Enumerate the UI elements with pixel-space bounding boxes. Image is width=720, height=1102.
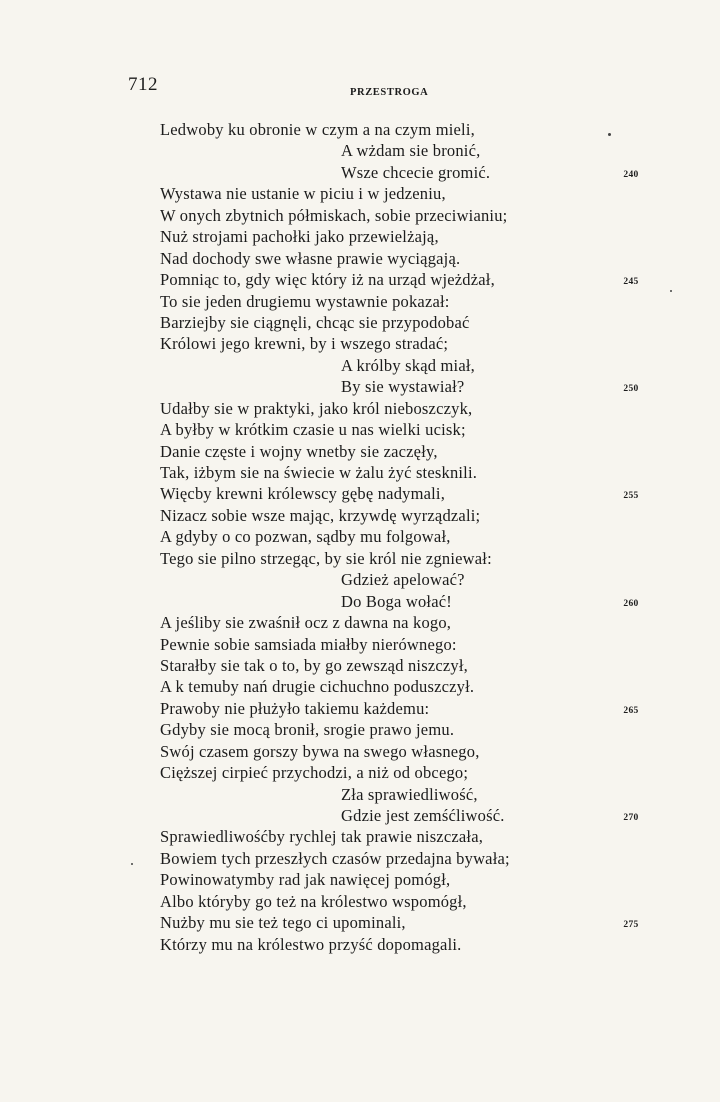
print-speck bbox=[670, 290, 672, 292]
poem-line bbox=[0, 398, 720, 419]
poem-line bbox=[0, 676, 720, 697]
poem-line bbox=[0, 140, 720, 161]
poem-line bbox=[0, 741, 720, 762]
poem-line-text: Powinowatymby rad jak nawięcej pomógł, bbox=[160, 870, 451, 890]
poem-line-text: Zła sprawiedliwość, bbox=[341, 784, 478, 804]
poem-line-text: Więcby krewni królewscy gębę nadymali, bbox=[160, 484, 446, 504]
poem-line bbox=[0, 355, 720, 376]
poem-line bbox=[0, 291, 720, 312]
poem-line bbox=[0, 805, 720, 826]
poem-line-text: Tak, iżbym sie na świecie w żalu żyć stesknili. bbox=[160, 463, 478, 482]
poem-line bbox=[0, 612, 720, 633]
line-number: 275 bbox=[623, 920, 639, 931]
poem-line bbox=[0, 376, 720, 397]
line-number: 270 bbox=[623, 813, 639, 823]
poem-line bbox=[0, 762, 720, 783]
poem-line bbox=[0, 655, 720, 676]
poem-line-text: Pewnie sobie samsiada miałby nierównego: bbox=[160, 634, 457, 654]
poem-line-text: Ledwoby ku obronie w czym a na czym mieli, bbox=[160, 120, 475, 139]
line-number: 250 bbox=[623, 384, 639, 395]
poem-line bbox=[0, 483, 720, 504]
poem-line-text: By sie wystawiał? bbox=[341, 377, 465, 397]
poem-line bbox=[0, 912, 720, 933]
line-number: 265 bbox=[623, 705, 639, 716]
poem-line-text: Tego sie pilno strzegąc, by sie król nie zgniewał: bbox=[160, 548, 492, 568]
poem-line-text: Którzy mu na królestwo przyść dopomagali. bbox=[160, 934, 462, 954]
poem-line bbox=[0, 848, 720, 869]
poem-line-text: A wżdam sie bronić, bbox=[341, 141, 481, 161]
poem-line bbox=[0, 462, 720, 483]
poem-line bbox=[0, 826, 720, 847]
poem-line bbox=[0, 312, 720, 333]
poem-line-text: Do Boga wołać! bbox=[341, 591, 452, 611]
poem-line-text: Barziejby sie ciągnęli, chcąc sie przypodobać bbox=[160, 312, 470, 332]
poem-line-text: Swój czasem gorszy bywa na swego własnego, bbox=[160, 741, 480, 761]
poem-line bbox=[0, 784, 720, 805]
poem-line-text: A królby skąd miał, bbox=[341, 355, 475, 375]
poem-line-text: A byłby w krótkim czasie u nas wielki ucisk; bbox=[160, 420, 466, 440]
poem-line-text: Bowiem tych przeszłych czasów przedajna bywała; bbox=[160, 848, 510, 868]
poem-line bbox=[0, 526, 720, 547]
poem-line bbox=[0, 441, 720, 462]
line-number: 255 bbox=[623, 491, 639, 502]
poem-line bbox=[0, 548, 720, 569]
poem-line-text: Cięższej cirpieć przychodzi, a niż od obcego; bbox=[160, 763, 469, 783]
running-head: PRZESTROGA bbox=[350, 87, 429, 98]
line-number: 240 bbox=[623, 169, 639, 180]
poem-line-text: Albo któryby go też na królestwo wspomógł, bbox=[160, 891, 467, 911]
page-number: 712 bbox=[128, 74, 158, 95]
print-speck bbox=[131, 863, 133, 865]
poem-line-text: A jeśliby sie zwaśnił ocz z dawna na kogo, bbox=[160, 613, 452, 633]
poem-line-text: Gdyby sie mocą bronił, srogie prawo jemu. bbox=[160, 720, 455, 740]
line-number: 260 bbox=[623, 598, 639, 609]
poem-line-text: Królowi jego krewni, by i wszego stradać; bbox=[160, 334, 449, 354]
poem-line-text: Gdzież apelować? bbox=[341, 570, 465, 590]
poem-line-text: Wsze chcecie gromić. bbox=[341, 162, 491, 182]
poem-line bbox=[0, 119, 720, 140]
poem-line bbox=[0, 591, 720, 612]
poem-line-text: A gdyby o co pozwan, sądby mu folgował, bbox=[160, 527, 451, 547]
poem-line-text: Starałby sie tak o to, by go zewsząd niszczył, bbox=[160, 655, 468, 675]
line-number: 245 bbox=[623, 277, 639, 288]
print-speck bbox=[608, 133, 611, 136]
poem-line bbox=[0, 698, 720, 719]
poem-line-text: Prawoby nie płużyło takiemu każdemu: bbox=[160, 698, 430, 718]
poem-line-text: Wystawa nie ustanie w piciu i w jedzeniu, bbox=[160, 184, 446, 204]
poem-line-text: Pomniąc to, gdy więc który iż na urząd wjeżdżał, bbox=[160, 270, 495, 290]
poem-line bbox=[0, 162, 720, 183]
poem-line-text: A k temuby nań drugie cichuchno poduszczył. bbox=[160, 677, 475, 697]
poem-line-text: Danie częste i wojny wnetby sie zaczęły, bbox=[160, 441, 438, 461]
poem-line bbox=[0, 226, 720, 247]
poem-line bbox=[0, 248, 720, 269]
poem-line-text: Nad dochody swe własne prawie wyciągają. bbox=[160, 248, 461, 268]
poem-line bbox=[0, 569, 720, 590]
poem-line-text: Nuż strojami pachołki jako przewielżają, bbox=[160, 227, 439, 247]
poem-line bbox=[0, 505, 720, 526]
poem-line bbox=[0, 183, 720, 204]
poem-line-text: Udałby sie w praktyki, jako król nieboszczyk, bbox=[160, 398, 473, 418]
poem-text bbox=[0, 119, 720, 955]
poem-line bbox=[0, 333, 720, 354]
poem-line bbox=[0, 269, 720, 290]
poem-line bbox=[0, 419, 720, 440]
poem-line-text: Nużby mu sie też tego ci upominali, bbox=[160, 913, 406, 933]
poem-line bbox=[0, 634, 720, 655]
poem-line bbox=[0, 719, 720, 740]
poem-line bbox=[0, 205, 720, 226]
poem-line-text: To sie jeden drugiemu wystawnie pokazał: bbox=[160, 291, 450, 311]
poem-line-text: Gdzie jest zemśćliwość. bbox=[341, 806, 505, 825]
poem-line bbox=[0, 891, 720, 912]
poem-line bbox=[0, 934, 720, 955]
poem-line-text: W onych zbytnich półmiskach, sobie przeciwianiu; bbox=[160, 205, 508, 225]
poem-line-text: Nizacz sobie wsze mając, krzywdę wyrządzali; bbox=[160, 505, 481, 525]
poem-line-text: Sprawiedliwośćby rychlej tak prawie niszczała, bbox=[160, 827, 484, 847]
poem-line bbox=[0, 869, 720, 890]
